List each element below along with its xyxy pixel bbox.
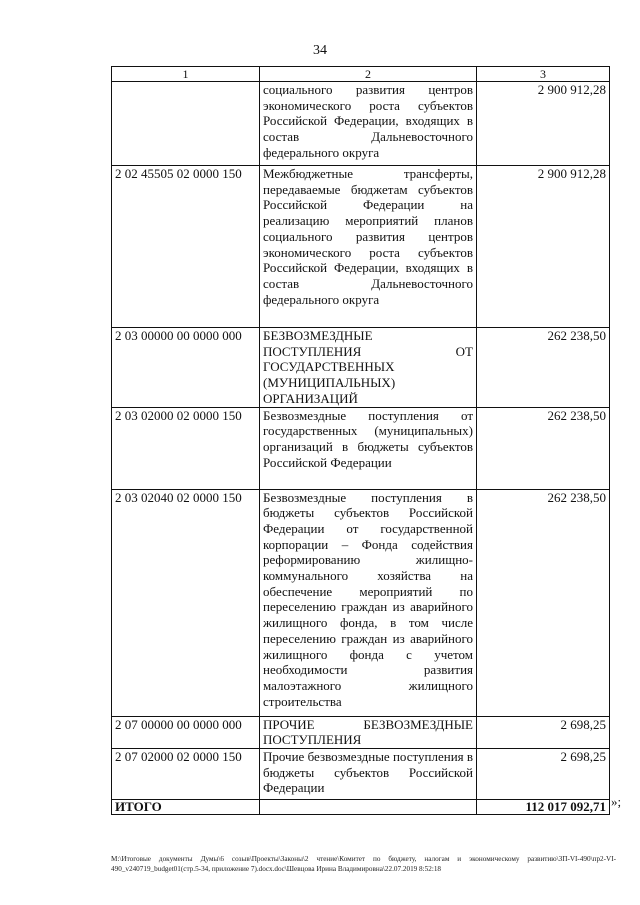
row-description: Безвозмездные поступления от государственных (муниципальных) организаций в бюджеты субъектов Российской Федерации — [260, 407, 477, 489]
row-description: Прочие безвозмездные поступления в бюджеты субъектов Российской Федерации — [260, 748, 477, 799]
closing-quote-mark: »; — [611, 794, 622, 809]
row-amount: 262 238,50 — [477, 489, 610, 716]
row-description: Межбюджетные трансферты, передаваемые бюджетам субъектов Российской Федерации на реализацию мероприятий планов социального развития центров экономического роста субъектов Российской Федерации, входящих в состав Дальневосточного федерального округа — [260, 166, 477, 328]
table-row — [112, 748, 610, 799]
table-row — [112, 166, 610, 328]
table-total-row — [112, 799, 610, 814]
row-code: 2 07 02000 02 0000 150 — [112, 748, 260, 799]
page-number: 34 — [313, 43, 327, 58]
row-description: социального развития центров экономического роста субъектов Российской Федерации, входящих в состав Дальневосточного федерального округа — [260, 82, 477, 166]
column-header-amount: 3 — [477, 67, 610, 82]
column-header-description: 2 — [260, 67, 477, 82]
row-code: 2 02 45505 02 0000 150 — [112, 166, 260, 328]
row-amount: 2 900 912,28 — [477, 82, 610, 166]
table-row — [112, 407, 610, 489]
row-code: 2 03 02040 02 0000 150 — [112, 489, 260, 716]
row-amount: 262 238,50 — [477, 328, 610, 408]
row-amount: 2 900 912,28 — [477, 166, 610, 328]
row-code — [112, 82, 260, 166]
row-code: 2 03 02000 02 0000 150 — [112, 407, 260, 489]
row-description: Безвозмездные поступления в бюджеты субъектов Российской Федерации от государственной корпорации – Фонда содействия реформированию жилищно-коммунального хозяйства на обеспечение мероприятий по переселению граждан из аварийного жилищного фонда, в том числе переселению граждан из аварийного жилищного фонда с учетом необходимости развития малоэтажного жилищного строительства — [260, 489, 477, 716]
table-row — [112, 82, 610, 166]
row-amount: 2 698,25 — [477, 748, 610, 799]
total-label: ИТОГО — [112, 799, 260, 814]
table-row — [112, 489, 610, 716]
row-code: 2 07 00000 00 0000 000 — [112, 716, 260, 748]
row-amount: 2 698,25 — [477, 716, 610, 748]
row-description: ПРОЧИЕ БЕЗВОЗМЕЗДНЫЕ ПОСТУПЛЕНИЯ — [260, 716, 477, 748]
row-code: 2 03 00000 00 0000 000 — [112, 328, 260, 408]
table-row — [112, 716, 610, 748]
total-empty-cell — [260, 799, 477, 814]
document-file-path: M:\Итоговые документы Думы\6 созыв\Проекты\Законы\2 чтение\Комитет по бюджету, налогам и экономическому развитию\ЗП-VI-490\пр2-VI-490_v240719_budget01(стр.5-34, приложение 7).docx.doc\Шевцова Ирина Владимировна\22.07.2019 8:52:18 — [111, 855, 616, 873]
table-row — [112, 328, 610, 408]
column-header-code: 1 — [112, 67, 260, 82]
table-header-row — [112, 67, 610, 82]
row-amount: 262 238,50 — [477, 407, 610, 489]
row-description: БЕЗВОЗМЕЗДНЫЕ ПОСТУПЛЕНИЯ ОТ ГОСУДАРСТВЕННЫХ (МУНИЦИПАЛЬНЫХ) ОРГАНИЗАЦИЙ — [260, 328, 477, 408]
total-amount: 112 017 092,71 — [477, 799, 610, 814]
budget-income-table — [111, 66, 610, 815]
